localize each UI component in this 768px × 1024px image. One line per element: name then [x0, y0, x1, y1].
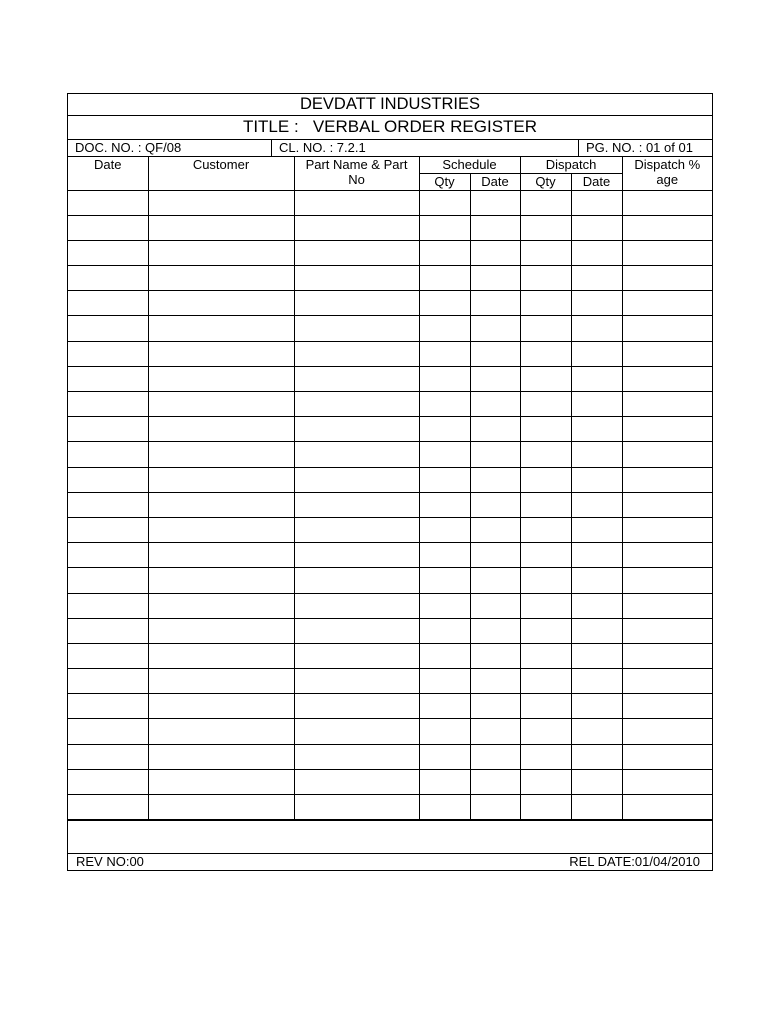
- cell-schedule-date: [470, 392, 520, 417]
- cell-dispatch-percentage: [622, 366, 712, 391]
- cell-date: [68, 240, 148, 265]
- cell-schedule-qty: [419, 769, 470, 794]
- header-schedule-date: Date: [470, 173, 520, 190]
- cell-schedule-qty: [419, 341, 470, 366]
- cell-customer: [148, 593, 294, 618]
- blank-remarks-row: [68, 820, 712, 853]
- cell-part-name: [294, 392, 419, 417]
- cell-part-name: [294, 266, 419, 291]
- header-schedule-qty: Qty: [419, 173, 470, 190]
- cell-dispatch-qty: [520, 341, 571, 366]
- cell-date: [68, 517, 148, 542]
- cell-customer: [148, 341, 294, 366]
- cell-part-name: [294, 291, 419, 316]
- cell-dispatch-date: [571, 467, 622, 492]
- cell-schedule-qty: [419, 795, 470, 820]
- form-meta-row: [68, 140, 712, 157]
- cell-date: [68, 593, 148, 618]
- cell-schedule-date: [470, 769, 520, 794]
- cell-dispatch-date: [571, 593, 622, 618]
- cell-customer: [148, 266, 294, 291]
- cell-schedule-date: [470, 291, 520, 316]
- cell-dispatch-qty: [520, 568, 571, 593]
- cell-dispatch-date: [571, 215, 622, 240]
- cell-part-name: [294, 467, 419, 492]
- cell-dispatch-percentage: [622, 593, 712, 618]
- cell-customer: [148, 769, 294, 794]
- cell-dispatch-qty: [520, 492, 571, 517]
- cell-customer: [148, 618, 294, 643]
- cell-date: [68, 266, 148, 291]
- cell-dispatch-percentage: [622, 266, 712, 291]
- register-body: [68, 190, 712, 820]
- header-dispatch-qty: Qty: [520, 173, 571, 190]
- cell-schedule-date: [470, 618, 520, 643]
- cell-dispatch-percentage: [622, 316, 712, 341]
- cell-schedule-date: [470, 568, 520, 593]
- cell-date: [68, 291, 148, 316]
- cell-dispatch-qty: [520, 467, 571, 492]
- cell-part-name: [294, 769, 419, 794]
- cell-date: [68, 467, 148, 492]
- release-date: REL DATE:01/04/2010: [569, 854, 700, 870]
- cell-part-name: [294, 643, 419, 668]
- cell-customer: [148, 442, 294, 467]
- cell-dispatch-qty: [520, 744, 571, 769]
- cell-part-name: [294, 719, 419, 744]
- cell-dispatch-date: [571, 392, 622, 417]
- cell-customer: [148, 492, 294, 517]
- cell-dispatch-date: [571, 442, 622, 467]
- cell-schedule-date: [470, 467, 520, 492]
- header-schedule: Schedule: [419, 157, 520, 173]
- cell-schedule-qty: [419, 392, 470, 417]
- cell-dispatch-percentage: [622, 744, 712, 769]
- cell-schedule-qty: [419, 266, 470, 291]
- cell-dispatch-qty: [520, 316, 571, 341]
- cell-customer: [148, 795, 294, 820]
- cell-part-name: [294, 190, 419, 215]
- table-row: [68, 240, 712, 265]
- revision-number: REV NO:00: [76, 854, 144, 870]
- cell-customer: [148, 240, 294, 265]
- table-row: [68, 467, 712, 492]
- cell-dispatch-qty: [520, 795, 571, 820]
- cell-schedule-date: [470, 719, 520, 744]
- cell-dispatch-qty: [520, 442, 571, 467]
- table-row: [68, 694, 712, 719]
- form-title: TITLE : VERBAL ORDER REGISTER: [68, 116, 712, 140]
- cell-dispatch-qty: [520, 240, 571, 265]
- cell-part-name: [294, 417, 419, 442]
- cell-schedule-qty: [419, 593, 470, 618]
- cell-dispatch-date: [571, 240, 622, 265]
- cell-dispatch-qty: [520, 593, 571, 618]
- cell-customer: [148, 316, 294, 341]
- cell-date: [68, 694, 148, 719]
- doc-number: DOC. NO. : QF/08: [68, 140, 272, 156]
- header-date: Date: [68, 157, 148, 190]
- cell-date: [68, 769, 148, 794]
- table-row: [68, 366, 712, 391]
- table-row: [68, 769, 712, 794]
- table-row: [68, 719, 712, 744]
- cell-part-name: [294, 517, 419, 542]
- cell-dispatch-date: [571, 669, 622, 694]
- cell-dispatch-percentage: [622, 291, 712, 316]
- verbal-order-register-form: [67, 93, 713, 871]
- table-row: [68, 643, 712, 668]
- table-row: [68, 543, 712, 568]
- cell-dispatch-qty: [520, 417, 571, 442]
- cell-dispatch-date: [571, 719, 622, 744]
- cell-schedule-date: [470, 215, 520, 240]
- cell-dispatch-date: [571, 366, 622, 391]
- cell-dispatch-percentage: [622, 341, 712, 366]
- table-row: [68, 593, 712, 618]
- header-part-name: Part Name & Part No: [294, 157, 419, 190]
- cell-schedule-date: [470, 492, 520, 517]
- cell-dispatch-date: [571, 795, 622, 820]
- cell-customer: [148, 190, 294, 215]
- cell-date: [68, 643, 148, 668]
- cell-part-name: [294, 366, 419, 391]
- header-dispatch: Dispatch: [520, 157, 622, 173]
- cell-schedule-date: [470, 442, 520, 467]
- cell-part-name: [294, 669, 419, 694]
- table-row: [68, 744, 712, 769]
- cell-customer: [148, 467, 294, 492]
- cell-schedule-date: [470, 543, 520, 568]
- cell-customer: [148, 291, 294, 316]
- cell-dispatch-date: [571, 517, 622, 542]
- cell-dispatch-percentage: [622, 392, 712, 417]
- cell-part-name: [294, 618, 419, 643]
- cell-dispatch-percentage: [622, 694, 712, 719]
- cell-customer: [148, 669, 294, 694]
- cell-customer: [148, 417, 294, 442]
- cell-schedule-qty: [419, 669, 470, 694]
- cell-customer: [148, 517, 294, 542]
- cell-dispatch-qty: [520, 543, 571, 568]
- form-footer: [68, 853, 712, 870]
- cell-dispatch-percentage: [622, 643, 712, 668]
- cell-dispatch-percentage: [622, 492, 712, 517]
- cell-customer: [148, 215, 294, 240]
- cell-dispatch-percentage: [622, 719, 712, 744]
- cell-schedule-date: [470, 669, 520, 694]
- cell-schedule-qty: [419, 643, 470, 668]
- cell-customer: [148, 719, 294, 744]
- table-row: [68, 795, 712, 820]
- table-row: [68, 492, 712, 517]
- cell-customer: [148, 744, 294, 769]
- table-row: [68, 442, 712, 467]
- cell-date: [68, 568, 148, 593]
- cell-customer: [148, 643, 294, 668]
- table-row: [68, 392, 712, 417]
- cell-dispatch-date: [571, 618, 622, 643]
- cell-schedule-date: [470, 643, 520, 668]
- cell-part-name: [294, 492, 419, 517]
- cell-part-name: [294, 240, 419, 265]
- cell-schedule-date: [470, 341, 520, 366]
- cell-dispatch-qty: [520, 694, 571, 719]
- table-row: [68, 618, 712, 643]
- cell-dispatch-date: [571, 341, 622, 366]
- cell-schedule-qty: [419, 240, 470, 265]
- cell-dispatch-date: [571, 769, 622, 794]
- cell-dispatch-date: [571, 266, 622, 291]
- header-dispatch-percentage: Dispatch % age: [622, 157, 712, 190]
- cell-schedule-date: [470, 517, 520, 542]
- cell-date: [68, 366, 148, 391]
- cell-dispatch-percentage: [622, 568, 712, 593]
- cell-schedule-qty: [419, 492, 470, 517]
- table-row: [68, 190, 712, 215]
- cell-dispatch-percentage: [622, 240, 712, 265]
- cell-dispatch-percentage: [622, 543, 712, 568]
- cell-schedule-date: [470, 316, 520, 341]
- register-table: [68, 157, 712, 820]
- cell-dispatch-percentage: [622, 442, 712, 467]
- cell-customer: [148, 568, 294, 593]
- company-name: DEVDATT INDUSTRIES: [68, 94, 712, 116]
- cell-dispatch-date: [571, 417, 622, 442]
- cell-date: [68, 719, 148, 744]
- cell-date: [68, 795, 148, 820]
- cell-schedule-date: [470, 744, 520, 769]
- cell-dispatch-percentage: [622, 669, 712, 694]
- cell-dispatch-qty: [520, 266, 571, 291]
- cell-date: [68, 341, 148, 366]
- cell-schedule-date: [470, 417, 520, 442]
- cell-dispatch-percentage: [622, 769, 712, 794]
- cell-schedule-date: [470, 366, 520, 391]
- cell-date: [68, 442, 148, 467]
- cell-date: [68, 215, 148, 240]
- header-customer: Customer: [148, 157, 294, 190]
- table-row: [68, 291, 712, 316]
- table-row: [68, 266, 712, 291]
- cell-dispatch-percentage: [622, 517, 712, 542]
- cell-dispatch-qty: [520, 190, 571, 215]
- cell-schedule-qty: [419, 316, 470, 341]
- cell-schedule-date: [470, 240, 520, 265]
- cell-schedule-qty: [419, 417, 470, 442]
- cell-part-name: [294, 341, 419, 366]
- cell-customer: [148, 366, 294, 391]
- table-row: [68, 341, 712, 366]
- cell-schedule-qty: [419, 215, 470, 240]
- cell-dispatch-qty: [520, 769, 571, 794]
- cell-dispatch-qty: [520, 517, 571, 542]
- cell-part-name: [294, 795, 419, 820]
- cell-dispatch-qty: [520, 366, 571, 391]
- cell-dispatch-qty: [520, 719, 571, 744]
- table-row: [68, 215, 712, 240]
- cell-dispatch-percentage: [622, 190, 712, 215]
- table-row: [68, 568, 712, 593]
- cell-dispatch-date: [571, 291, 622, 316]
- cell-dispatch-percentage: [622, 467, 712, 492]
- cell-dispatch-date: [571, 543, 622, 568]
- cell-schedule-qty: [419, 442, 470, 467]
- cell-date: [68, 618, 148, 643]
- cell-date: [68, 190, 148, 215]
- table-row: [68, 669, 712, 694]
- cell-dispatch-date: [571, 643, 622, 668]
- cell-date: [68, 417, 148, 442]
- cell-dispatch-date: [571, 492, 622, 517]
- cell-dispatch-percentage: [622, 618, 712, 643]
- table-row: [68, 417, 712, 442]
- cell-dispatch-qty: [520, 643, 571, 668]
- cell-schedule-date: [470, 593, 520, 618]
- cell-dispatch-date: [571, 190, 622, 215]
- cell-schedule-date: [470, 694, 520, 719]
- cell-dispatch-percentage: [622, 215, 712, 240]
- cell-schedule-qty: [419, 543, 470, 568]
- cell-schedule-qty: [419, 366, 470, 391]
- cell-date: [68, 744, 148, 769]
- cell-date: [68, 492, 148, 517]
- cell-customer: [148, 392, 294, 417]
- cell-dispatch-percentage: [622, 795, 712, 820]
- cell-schedule-qty: [419, 190, 470, 215]
- cell-schedule-date: [470, 190, 520, 215]
- cell-date: [68, 669, 148, 694]
- cell-schedule-qty: [419, 568, 470, 593]
- cell-date: [68, 392, 148, 417]
- cell-date: [68, 543, 148, 568]
- cell-customer: [148, 694, 294, 719]
- cell-dispatch-qty: [520, 618, 571, 643]
- cell-dispatch-date: [571, 568, 622, 593]
- cell-dispatch-percentage: [622, 417, 712, 442]
- cell-dispatch-qty: [520, 392, 571, 417]
- cell-schedule-qty: [419, 291, 470, 316]
- cell-part-name: [294, 215, 419, 240]
- cell-schedule-qty: [419, 719, 470, 744]
- cell-date: [68, 316, 148, 341]
- cell-part-name: [294, 316, 419, 341]
- cell-dispatch-date: [571, 694, 622, 719]
- cell-part-name: [294, 694, 419, 719]
- cell-dispatch-date: [571, 316, 622, 341]
- cell-part-name: [294, 543, 419, 568]
- cell-dispatch-qty: [520, 215, 571, 240]
- cell-schedule-qty: [419, 744, 470, 769]
- cell-dispatch-qty: [520, 291, 571, 316]
- cell-part-name: [294, 593, 419, 618]
- table-row: [68, 316, 712, 341]
- cell-customer: [148, 543, 294, 568]
- page-number: PG. NO. : 01 of 01: [586, 140, 693, 155]
- cell-part-name: [294, 568, 419, 593]
- cell-dispatch-qty: [520, 669, 571, 694]
- header-dispatch-date: Date: [571, 173, 622, 190]
- cell-schedule-qty: [419, 694, 470, 719]
- clause-number: CL. NO. : 7.2.1: [272, 140, 579, 156]
- cell-part-name: [294, 744, 419, 769]
- cell-schedule-qty: [419, 618, 470, 643]
- cell-schedule-date: [470, 266, 520, 291]
- cell-schedule-qty: [419, 467, 470, 492]
- table-row: [68, 517, 712, 542]
- cell-schedule-qty: [419, 517, 470, 542]
- cell-dispatch-date: [571, 744, 622, 769]
- cell-schedule-date: [470, 795, 520, 820]
- cell-part-name: [294, 442, 419, 467]
